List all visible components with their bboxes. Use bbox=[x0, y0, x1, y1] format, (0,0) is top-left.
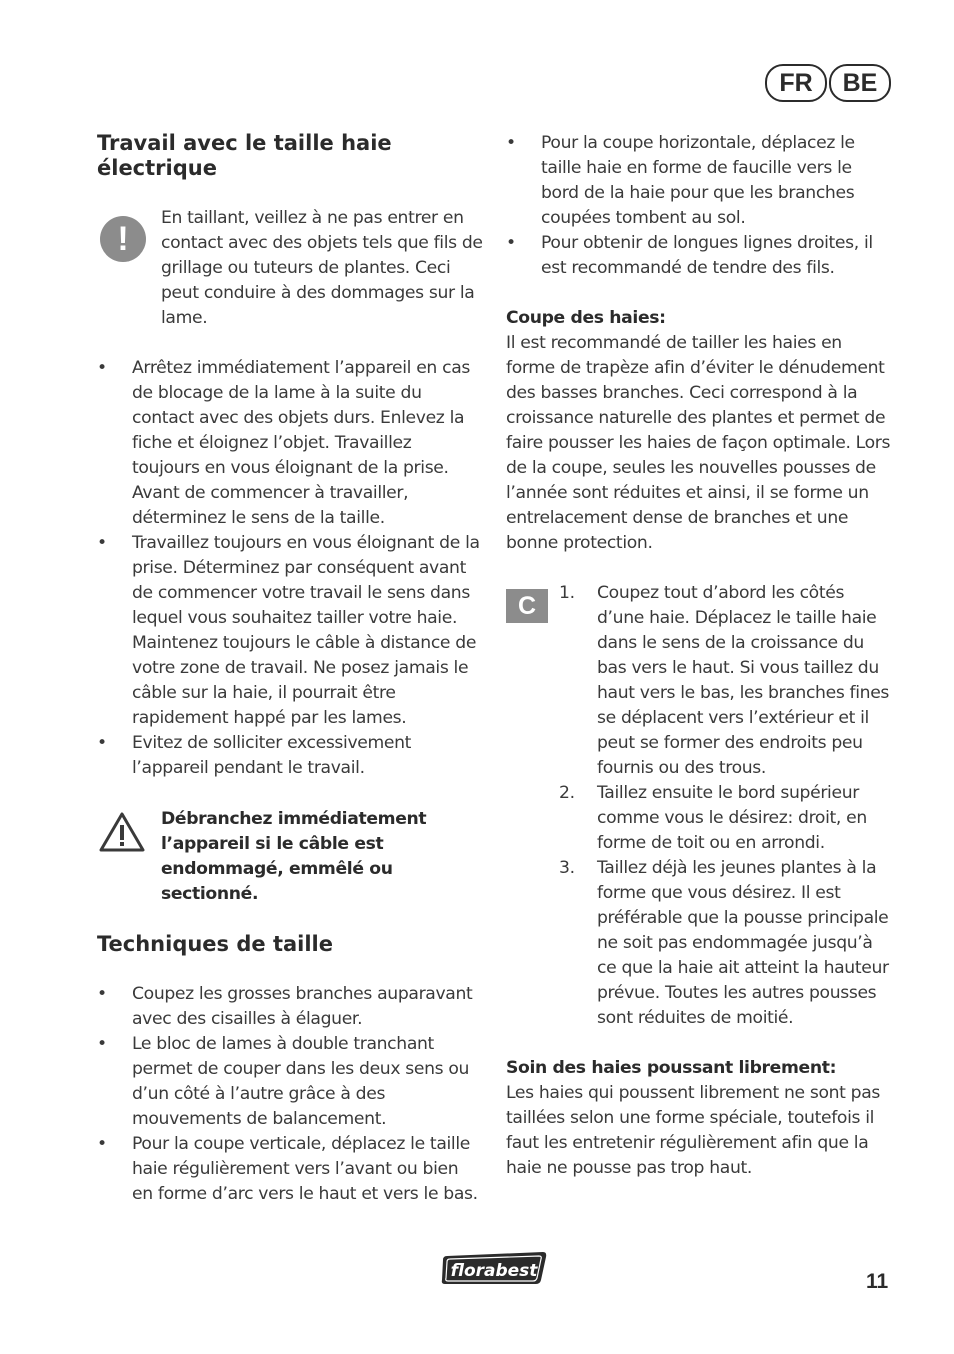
subheading-hedge-cutting: Coupe des haies: bbox=[506, 308, 666, 328]
list-item: • Travaillez toujours en vous éloignant de la prise. Déterminez par conséquent avant de commencer votre travail le sens dans lequel vous souhaitez tailler votre haie. Maintenez toujours le câble à distance de votre zone de travail. Ne posez jamais le câble sur la haie, il pourrait être rapidement happé par les lames. bbox=[97, 531, 482, 731]
bullet-list-cutting bbox=[506, 131, 891, 281]
exclamation-icon: ! bbox=[100, 216, 146, 262]
step-text: Taillez déjà les jeunes plantes à la forme que vous désirez. Il est préférable que la pousse principale ne soit pas endommagée jusqu’à ce que la haie ait atteint la hauteur prévue. Toutes les autres pousses sont réduites de moitié. bbox=[597, 858, 889, 1028]
svg-text:florabest: florabest bbox=[450, 1261, 538, 1281]
right-column bbox=[506, 131, 891, 1181]
step-text: Coupez tout d’abord les côtés d’une haie. Déplacez le taille haie dans le sens de la croissance du bas vers le haut. Si vous taillez du haut vers le bas, les branches fines se déplacent vers l’extérieur et il peut se former des endroits peu fournis ou des trous. bbox=[597, 583, 890, 778]
numbered-steps bbox=[506, 581, 891, 1031]
step-text: Taillez ensuite le bord supérieur comme vous le désirez: droit, en forme de toit ou en arrondi. bbox=[597, 783, 867, 853]
list-item bbox=[506, 781, 891, 856]
warning-text: Débranchez immédiatement l’appareil si le câble est endommagé, emmêlé ou sectionné. bbox=[161, 809, 427, 904]
list-item: • Pour obtenir de longues lignes droites, il est recommandé de tendre des fils. bbox=[506, 231, 891, 281]
list-item: • Pour la coupe horizontale, déplacez le taille haie en forme de faucille vers le bord de la haie pour que les branches coupées tombent au sol. bbox=[506, 131, 891, 231]
step-number: 1. bbox=[559, 583, 575, 603]
warning-triangle-icon bbox=[99, 811, 145, 853]
list-item: • Evitez de solliciter excessivement l’appareil pendant le travail. bbox=[97, 731, 482, 781]
lang-badge-be: BE bbox=[829, 64, 891, 102]
list-item bbox=[506, 581, 891, 781]
step-number: 3. bbox=[559, 858, 575, 878]
list-item bbox=[506, 856, 891, 1031]
lang-badge-fr: FR bbox=[765, 64, 827, 102]
list-item: • Arrêtez immédiatement l’appareil en cas de blocage de la lame à la suite du contact avec des objets durs. Enlevez la fiche et éloignez l’objet. Travaillez toujours en vous éloignant de la prise. Avant de commencer à travailler, déterminez le sens de la taille. bbox=[97, 356, 482, 531]
section-heading-electric: Travail avec le taille haie électrique bbox=[97, 131, 392, 180]
bullet-list-work bbox=[97, 356, 482, 781]
page-number: 11 bbox=[866, 1270, 889, 1293]
info-note-text: En taillant, veillez à ne pas entrer en contact avec des objets tels que fils de grillage ou tuteurs de plantes. Ceci peut conduire à des dommages sur la lame. bbox=[161, 208, 483, 328]
list-item: • Le bloc de lames à double tranchant permet de couper dans les deux sens ou d’un côté à l’autre grâce à des mouvements de balancement. bbox=[97, 1032, 482, 1132]
list-item: • Pour la coupe verticale, déplacez le taille haie régulièrement vers l’avant ou bien en forme d’arc vers le haut et vers le bas. bbox=[97, 1132, 482, 1207]
info-note bbox=[97, 206, 482, 331]
figure-c-badge: C bbox=[506, 589, 548, 623]
subheading-free-growing: Soin des haies poussant librement: bbox=[506, 1058, 837, 1078]
bullet-list-techniques bbox=[97, 982, 482, 1207]
paragraph-free-growing: Les haies qui poussent librement ne sont pas taillées selon une forme spéciale, toutefois il faut les entretenir régulièrement afin que la haie ne pousse pas trop haut. bbox=[506, 1083, 881, 1178]
paragraph-hedge-cutting: Il est recommandé de tailler les haies en forme de trapèze afin d’éviter le dénudement des basses branches. Ceci correspond à la croissance naturelle des plantes et permet de faire pousser les haies de façon optimale. Lors de la coupe, seules les nouvelles pousses de l’année sont réduites et ainsi, il se forme un entrelacement dense de branches et une bonne protection. bbox=[506, 333, 891, 553]
florabest-logo bbox=[439, 1249, 549, 1287]
left-column bbox=[97, 131, 482, 1207]
step-number: 2. bbox=[559, 783, 575, 803]
steps-block bbox=[506, 581, 891, 1031]
section-heading-techniques: Techniques de taille bbox=[97, 932, 333, 956]
warning-note bbox=[97, 807, 482, 907]
list-item: • Coupez les grosses branches auparavant avec des cisailles à élaguer. bbox=[97, 982, 482, 1032]
